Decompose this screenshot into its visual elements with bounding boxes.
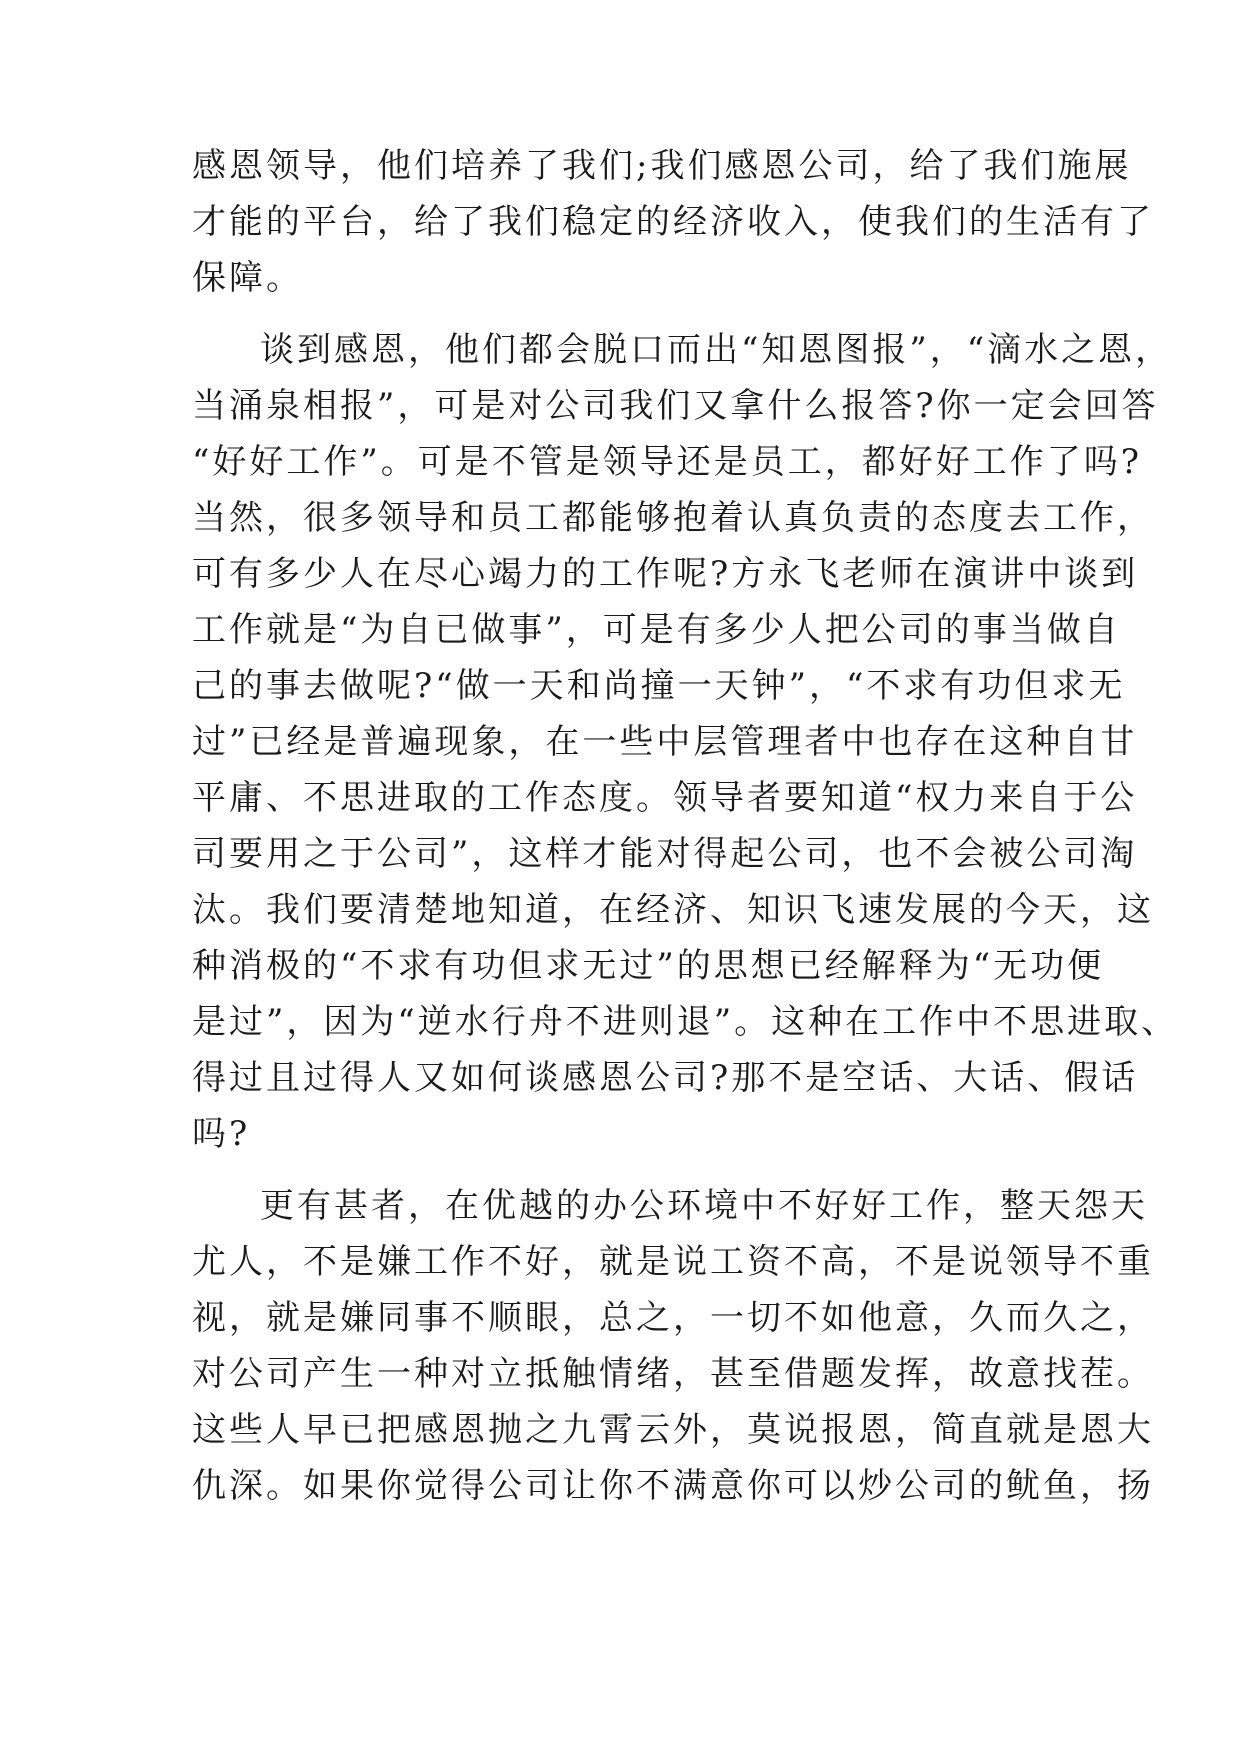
paragraph-first-line: 更有甚者，在优越的办公环境中不好好工作，整天怨天: [260, 1186, 1148, 1226]
text-line: 仇深。如果你觉得公司让你不满意你可以炒公司的鱿鱼，扬: [192, 1466, 1154, 1506]
text-line: 过”已经是普遍现象，在一些中层管理者中也存在这种自甘: [192, 722, 1138, 762]
text-line: 视，就是嫌同事不顺眼，总之，一切不如他意，久而久之，: [192, 1298, 1154, 1338]
text-line: 汰。我们要清楚地知道，在经济、知识飞速发展的今天，这: [192, 890, 1154, 930]
text-line: 当涌泉相报”，可是对公司我们又拿什么报答?你一定会回答: [192, 386, 1159, 426]
text-line: “好好工作”。可是不管是领导还是员工，都好好工作了吗?: [192, 442, 1142, 482]
text-line: 保障。: [192, 258, 303, 298]
text-line: 尤人，不是嫌工作不好，就是说工资不高，不是说领导不重: [192, 1242, 1154, 1282]
text-line: 可有多少人在尽心竭力的工作呢?方永飞老师在演讲中谈到: [192, 554, 1139, 594]
text-line: 得过且过得人又如何谈感恩公司?那不是空话、大话、假话: [192, 1058, 1139, 1098]
text-line: 种消极的“不求有功但求无过”的思想已经解释为“无功便: [192, 946, 1105, 986]
text-line: 感恩领导，他们培养了我们;我们感恩公司，给了我们施展: [192, 146, 1132, 186]
text-line: 工作就是“为自已做事”，可是有多少人把公司的事当做自: [192, 610, 1121, 650]
text-line: 司要用之于公司”，这样才能对得起公司，也不会被公司淘: [192, 834, 1138, 874]
text-line: 平庸、不思进取的工作态度。领导者要知道“权力来自于公: [192, 778, 1138, 818]
paragraph-first-line: 谈到感恩，他们都会脱口而出“知恩图报”，“滴水之恩，: [260, 330, 1173, 370]
text-line: 对公司产生一种对立抵触情绪，甚至借题发挥，故意找茬。: [192, 1354, 1154, 1394]
text-line: 己的事去做呢?“做一天和尚撞一天钟”，“不求有功但求无: [192, 666, 1126, 706]
text-line: 才能的平台，给了我们稳定的经济收入，使我们的生活有了: [192, 202, 1154, 242]
text-line: 这些人早已把感恩抛之九霄云外，莫说报恩，简直就是恩大: [192, 1410, 1154, 1450]
text-line: 是过”，因为“逆水行舟不进则退”。这种在工作中不思进取、: [192, 1002, 1179, 1042]
text-line: 吗?: [192, 1114, 251, 1154]
text-line: 当然，很多领导和员工都能够抱着认真负责的态度去工作，: [192, 498, 1154, 538]
